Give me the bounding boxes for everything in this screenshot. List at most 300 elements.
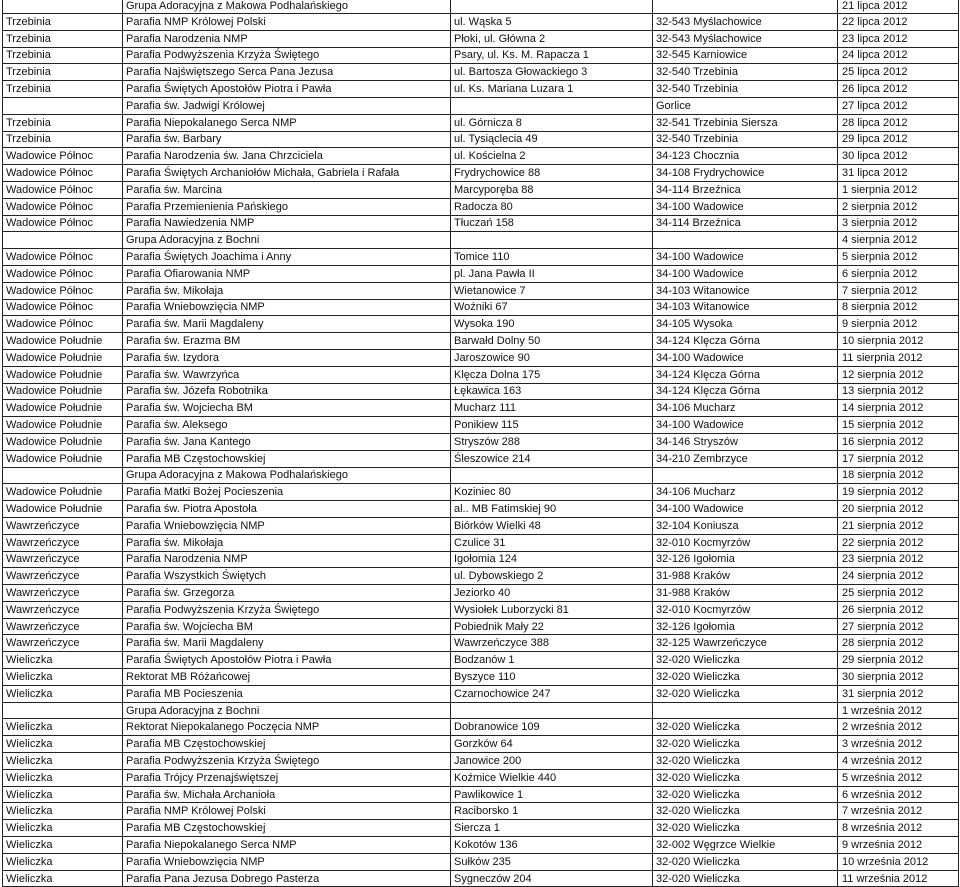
table-row — [3, 383, 959, 400]
postal-cell: 34-100 Wadowice — [653, 249, 838, 266]
date-cell: 28 lipca 2012 — [838, 114, 959, 131]
deanery-cell: Trzebinia — [3, 64, 123, 81]
table-row — [3, 299, 959, 316]
address-cell: Byszyce 110 — [451, 669, 653, 686]
address-cell: Stryszów 288 — [451, 433, 653, 450]
table-row — [3, 837, 959, 854]
deanery-cell: Wieliczka — [3, 669, 123, 686]
deanery-cell — [3, 97, 123, 114]
date-cell: 21 sierpnia 2012 — [838, 517, 959, 534]
deanery-cell: Wieliczka — [3, 837, 123, 854]
address-cell: ul. Dybowskiego 2 — [451, 568, 653, 585]
deanery-cell: Wadowice Północ — [3, 181, 123, 198]
date-cell: 11 września 2012 — [838, 870, 959, 887]
table-row — [3, 753, 959, 770]
table-row — [3, 450, 959, 467]
address-cell — [451, 97, 653, 114]
table-row — [3, 635, 959, 652]
parish-cell: Parafia św. Aleksego — [123, 417, 451, 434]
table-row — [3, 517, 959, 534]
table-row — [3, 820, 959, 837]
address-cell: al.. MB Fatimskiej 90 — [451, 501, 653, 518]
parish-cell: Parafia Trójcy Przenajświętszej — [123, 769, 451, 786]
date-cell: 5 września 2012 — [838, 769, 959, 786]
date-cell: 19 sierpnia 2012 — [838, 484, 959, 501]
address-cell: Psary, ul. Ks. M. Rapacza 1 — [451, 47, 653, 64]
address-cell: Gorzków 64 — [451, 736, 653, 753]
parish-cell: Parafia Pana Jezusa Dobrego Pasterza — [123, 870, 451, 887]
postal-cell: 32-545 Karniowice — [653, 47, 838, 64]
address-cell: Wietanowice 7 — [451, 282, 653, 299]
address-cell: Czarnochowice 247 — [451, 685, 653, 702]
table-row — [3, 349, 959, 366]
date-cell: 8 września 2012 — [838, 820, 959, 837]
address-cell: Jaroszowice 90 — [451, 349, 653, 366]
table-row — [3, 131, 959, 148]
parish-cell: Parafia NMP Królowej Polski — [123, 803, 451, 820]
date-cell: 16 sierpnia 2012 — [838, 433, 959, 450]
address-cell: Płoki, ul. Główna 2 — [451, 30, 653, 47]
parish-cell: Parafia Podwyższenia Krzyża Świętego — [123, 47, 451, 64]
parish-cell: Parafia Świętych Joachima i Anny — [123, 249, 451, 266]
schedule-table-body — [3, 0, 959, 887]
deanery-cell: Wieliczka — [3, 736, 123, 753]
parish-cell: Parafia MB Pocieszenia — [123, 685, 451, 702]
parish-cell: Parafia Świętych Archaniołów Michała, Gabriela i Rafała — [123, 165, 451, 182]
parish-cell: Parafia św. Jana Kantego — [123, 433, 451, 450]
date-cell: 26 lipca 2012 — [838, 81, 959, 98]
table-row — [3, 467, 959, 484]
date-cell: 30 sierpnia 2012 — [838, 669, 959, 686]
deanery-cell: Wieliczka — [3, 803, 123, 820]
postal-cell: 34-105 Wysoka — [653, 316, 838, 333]
address-cell: Dobranowice 109 — [451, 719, 653, 736]
parish-cell: Parafia św. Michała Archanioła — [123, 786, 451, 803]
date-cell: 3 sierpnia 2012 — [838, 215, 959, 232]
parish-cell: Parafia Niepokalanego Serca NMP — [123, 114, 451, 131]
postal-cell: 32-541 Trzebinia Siersza — [653, 114, 838, 131]
parish-cell: Parafia Świętych Apostołów Piotra i Pawła — [123, 81, 451, 98]
table-row — [3, 47, 959, 64]
deanery-cell: Wadowice Południe — [3, 400, 123, 417]
parish-cell: Parafia św. Mikołaja — [123, 534, 451, 551]
table-row — [3, 484, 959, 501]
deanery-cell: Wadowice Północ — [3, 316, 123, 333]
table-row — [3, 736, 959, 753]
postal-cell: 31-988 Kraków — [653, 568, 838, 585]
date-cell: 4 sierpnia 2012 — [838, 232, 959, 249]
address-cell — [451, 467, 653, 484]
table-row — [3, 417, 959, 434]
address-cell: Ponikiew 115 — [451, 417, 653, 434]
deanery-cell: Wawrzeńczyce — [3, 568, 123, 585]
parish-cell: Parafia Nawiedzenia NMP — [123, 215, 451, 232]
table-row — [3, 568, 959, 585]
postal-cell: 32-010 Kocmyrzów — [653, 601, 838, 618]
table-row — [3, 433, 959, 450]
address-cell: ul. Górnicza 8 — [451, 114, 653, 131]
table-row — [3, 669, 959, 686]
postal-cell: 32-126 Igołomia — [653, 618, 838, 635]
address-cell: Igołomia 124 — [451, 551, 653, 568]
deanery-cell: Wadowice Południe — [3, 366, 123, 383]
parish-cell: Parafia św. Wojciecha BM — [123, 400, 451, 417]
date-cell: 29 lipca 2012 — [838, 131, 959, 148]
parish-cell: Parafia Narodzenia św. Jana Chrzciciela — [123, 148, 451, 165]
address-cell: Łękawica 163 — [451, 383, 653, 400]
postal-cell: 32-540 Trzebinia — [653, 131, 838, 148]
postal-cell: 32-020 Wieliczka — [653, 719, 838, 736]
date-cell: 17 sierpnia 2012 — [838, 450, 959, 467]
deanery-cell: Wieliczka — [3, 685, 123, 702]
parish-cell: Parafia MB Częstochowskiej — [123, 820, 451, 837]
address-cell: Tomice 110 — [451, 249, 653, 266]
table-row — [3, 148, 959, 165]
postal-cell: 32-020 Wieliczka — [653, 685, 838, 702]
postal-cell: Gorlice — [653, 97, 838, 114]
postal-cell — [653, 702, 838, 719]
postal-cell: 32-540 Trzebinia — [653, 81, 838, 98]
deanery-cell: Wadowice Południe — [3, 433, 123, 450]
deanery-cell: Wadowice Północ — [3, 148, 123, 165]
address-cell: Bodzanów 1 — [451, 652, 653, 669]
date-cell: 6 września 2012 — [838, 786, 959, 803]
deanery-cell: Wieliczka — [3, 786, 123, 803]
postal-cell: 32-020 Wieliczka — [653, 669, 838, 686]
table-row — [3, 282, 959, 299]
address-cell: Pawlikowice 1 — [451, 786, 653, 803]
parish-cell: Parafia św. Marcina — [123, 181, 451, 198]
date-cell: 24 lipca 2012 — [838, 47, 959, 64]
table-row — [3, 769, 959, 786]
postal-cell: 34-103 Witanowice — [653, 299, 838, 316]
address-cell: ul. Kościelna 2 — [451, 148, 653, 165]
deanery-cell: Wawrzeńczyce — [3, 601, 123, 618]
date-cell: 9 września 2012 — [838, 837, 959, 854]
postal-cell: 32-543 Myślachowice — [653, 30, 838, 47]
postal-cell: 34-114 Brzeźnica — [653, 215, 838, 232]
deanery-cell: Trzebinia — [3, 14, 123, 31]
address-cell: Czulice 31 — [451, 534, 653, 551]
deanery-cell: Trzebinia — [3, 47, 123, 64]
deanery-cell: Wawrzeńczyce — [3, 585, 123, 602]
date-cell: 3 września 2012 — [838, 736, 959, 753]
postal-cell: 34-114 Brzeźnica — [653, 181, 838, 198]
postal-cell: 34-146 Stryszów — [653, 433, 838, 450]
address-cell: ul. Ks. Mariana Luzara 1 — [451, 81, 653, 98]
deanery-cell: Wadowice Północ — [3, 299, 123, 316]
table-row — [3, 585, 959, 602]
deanery-cell: Wawrzeńczyce — [3, 635, 123, 652]
postal-cell: 32-010 Kocmyrzów — [653, 534, 838, 551]
postal-cell: 34-210 Zembrzyce — [653, 450, 838, 467]
date-cell: 25 sierpnia 2012 — [838, 585, 959, 602]
address-cell: Wysoka 190 — [451, 316, 653, 333]
deanery-cell: Wawrzeńczyce — [3, 534, 123, 551]
parish-cell: Parafia św. Wawrzyńca — [123, 366, 451, 383]
address-cell: Marcyporęba 88 — [451, 181, 653, 198]
parish-cell: Parafia NMP Królowej Polski — [123, 14, 451, 31]
address-cell: Klęcza Dolna 175 — [451, 366, 653, 383]
table-row — [3, 685, 959, 702]
postal-cell: 32-020 Wieliczka — [653, 769, 838, 786]
postal-cell: 34-124 Klęcza Górna — [653, 333, 838, 350]
postal-cell: 32-020 Wieliczka — [653, 786, 838, 803]
address-cell: Jeziorko 40 — [451, 585, 653, 602]
date-cell: 23 lipca 2012 — [838, 30, 959, 47]
address-cell: Wawrzeńczyce 388 — [451, 635, 653, 652]
address-cell: Frydrychowice 88 — [451, 165, 653, 182]
postal-cell: 32-540 Trzebinia — [653, 64, 838, 81]
table-row — [3, 786, 959, 803]
postal-cell: 32-543 Myślachowice — [653, 14, 838, 31]
postal-cell: 32-020 Wieliczka — [653, 820, 838, 837]
postal-cell — [653, 467, 838, 484]
address-cell: Pobiednik Mały 22 — [451, 618, 653, 635]
date-cell: 10 sierpnia 2012 — [838, 333, 959, 350]
schedule-table — [2, 0, 959, 887]
address-cell: Koźmice Wielkie 440 — [451, 769, 653, 786]
postal-cell: 34-100 Wadowice — [653, 349, 838, 366]
deanery-cell: Wadowice Północ — [3, 198, 123, 215]
date-cell: 12 sierpnia 2012 — [838, 366, 959, 383]
table-row — [3, 232, 959, 249]
parish-cell: Parafia św. Izydora — [123, 349, 451, 366]
parish-cell: Parafia św. Jadwigi Królowej — [123, 97, 451, 114]
date-cell: 22 lipca 2012 — [838, 14, 959, 31]
date-cell: 2 września 2012 — [838, 719, 959, 736]
parish-cell: Parafia Podwyższenia Krzyża Świętego — [123, 753, 451, 770]
date-cell: 31 lipca 2012 — [838, 165, 959, 182]
postal-cell: 32-020 Wieliczka — [653, 803, 838, 820]
parish-cell: Parafia św. Barbary — [123, 131, 451, 148]
address-cell: Siercza 1 — [451, 820, 653, 837]
table-row — [3, 400, 959, 417]
deanery-cell: Wadowice Południe — [3, 501, 123, 518]
date-cell: 26 sierpnia 2012 — [838, 601, 959, 618]
deanery-cell: Wadowice Północ — [3, 215, 123, 232]
parish-cell: Parafia św. Piotra Apostoła — [123, 501, 451, 518]
parish-cell: Parafia Wniebowzięcia NMP — [123, 853, 451, 870]
address-cell: Mucharz 111 — [451, 400, 653, 417]
address-cell: ul. Tysiąclecia 49 — [451, 131, 653, 148]
deanery-cell: Wadowice Północ — [3, 165, 123, 182]
postal-cell: 34-123 Chocznia — [653, 148, 838, 165]
date-cell: 20 sierpnia 2012 — [838, 501, 959, 518]
date-cell: 13 sierpnia 2012 — [838, 383, 959, 400]
parish-cell: Parafia MB Częstochowskiej — [123, 736, 451, 753]
deanery-cell: Wawrzeńczyce — [3, 618, 123, 635]
date-cell: 24 sierpnia 2012 — [838, 568, 959, 585]
date-cell: 29 sierpnia 2012 — [838, 652, 959, 669]
table-row — [3, 14, 959, 31]
parish-cell: Parafia MB Częstochowskiej — [123, 450, 451, 467]
postal-cell: 32-126 Igołomia — [653, 551, 838, 568]
parish-cell: Grupa Adoracyjna z Bochni — [123, 232, 451, 249]
postal-cell: 34-124 Klęcza Górna — [653, 383, 838, 400]
parish-cell: Parafia Wniebowzięcia NMP — [123, 517, 451, 534]
deanery-cell — [3, 0, 123, 14]
date-cell: 11 sierpnia 2012 — [838, 349, 959, 366]
address-cell — [451, 702, 653, 719]
parish-cell: Parafia Najświętszego Serca Pana Jezusa — [123, 64, 451, 81]
table-row — [3, 265, 959, 282]
address-cell: Sułków 235 — [451, 853, 653, 870]
postal-cell: 32-104 Koniusza — [653, 517, 838, 534]
deanery-cell — [3, 467, 123, 484]
parish-cell: Rektorat Niepokalanego Poczęcia NMP — [123, 719, 451, 736]
postal-cell: 32-020 Wieliczka — [653, 870, 838, 887]
postal-cell — [653, 0, 838, 14]
table-row — [3, 366, 959, 383]
postal-cell: 32-020 Wieliczka — [653, 853, 838, 870]
deanery-cell: Wieliczka — [3, 719, 123, 736]
date-cell: 27 lipca 2012 — [838, 97, 959, 114]
table-row — [3, 333, 959, 350]
date-cell: 22 sierpnia 2012 — [838, 534, 959, 551]
postal-cell: 34-100 Wadowice — [653, 265, 838, 282]
address-cell: Sygneczów 204 — [451, 870, 653, 887]
postal-cell: 34-100 Wadowice — [653, 501, 838, 518]
table-row — [3, 551, 959, 568]
address-cell — [451, 232, 653, 249]
address-cell: Woźniki 67 — [451, 299, 653, 316]
address-cell: Radocza 80 — [451, 198, 653, 215]
deanery-cell: Wadowice Północ — [3, 282, 123, 299]
deanery-cell: Trzebinia — [3, 30, 123, 47]
parish-cell: Parafia Świętych Apostołów Piotra i Pawła — [123, 652, 451, 669]
table-row — [3, 316, 959, 333]
deanery-cell: Wadowice Południe — [3, 383, 123, 400]
parish-cell: Parafia św. Mikołaja — [123, 282, 451, 299]
table-row — [3, 30, 959, 47]
postal-cell: 34-100 Wadowice — [653, 417, 838, 434]
table-row — [3, 165, 959, 182]
table-row — [3, 114, 959, 131]
table-row — [3, 534, 959, 551]
deanery-cell — [3, 702, 123, 719]
table-row — [3, 81, 959, 98]
address-cell: Biórków Wielki 48 — [451, 517, 653, 534]
parish-cell: Parafia św. Marii Magdaleny — [123, 635, 451, 652]
table-row — [3, 702, 959, 719]
date-cell: 21 lipca 2012 — [838, 0, 959, 14]
date-cell: 14 sierpnia 2012 — [838, 400, 959, 417]
address-cell: Tłuczań 158 — [451, 215, 653, 232]
deanery-cell: Wadowice Południe — [3, 484, 123, 501]
deanery-cell: Wieliczka — [3, 769, 123, 786]
table-row — [3, 803, 959, 820]
date-cell: 27 sierpnia 2012 — [838, 618, 959, 635]
deanery-cell — [3, 232, 123, 249]
postal-cell: 32-002 Węgrzce Wielkie — [653, 837, 838, 854]
date-cell: 6 sierpnia 2012 — [838, 265, 959, 282]
postal-cell: 34-100 Wadowice — [653, 198, 838, 215]
deanery-cell: Wieliczka — [3, 853, 123, 870]
address-cell: Śleszowice 214 — [451, 450, 653, 467]
date-cell: 7 września 2012 — [838, 803, 959, 820]
date-cell: 1 sierpnia 2012 — [838, 181, 959, 198]
parish-cell: Rektorat MB Różańcowej — [123, 669, 451, 686]
date-cell: 4 września 2012 — [838, 753, 959, 770]
date-cell: 5 sierpnia 2012 — [838, 249, 959, 266]
parish-cell: Parafia Wniebowzięcia NMP — [123, 299, 451, 316]
deanery-cell: Trzebinia — [3, 114, 123, 131]
address-cell: ul. Bartosza Głowackiego 3 — [451, 64, 653, 81]
postal-cell: 32-125 Wawrzeńczyce — [653, 635, 838, 652]
parish-cell: Parafia św. Erazma BM — [123, 333, 451, 350]
parish-cell: Parafia Przemienienia Pańskiego — [123, 198, 451, 215]
date-cell: 30 lipca 2012 — [838, 148, 959, 165]
postal-cell: 32-020 Wieliczka — [653, 753, 838, 770]
date-cell: 28 sierpnia 2012 — [838, 635, 959, 652]
deanery-cell: Wieliczka — [3, 753, 123, 770]
postal-cell — [653, 232, 838, 249]
postal-cell: 32-020 Wieliczka — [653, 652, 838, 669]
parish-cell: Parafia św. Wojciecha BM — [123, 618, 451, 635]
parish-cell: Grupa Adoracyjna z Bochni — [123, 702, 451, 719]
address-cell: Janowice 200 — [451, 753, 653, 770]
deanery-cell: Wadowice Północ — [3, 265, 123, 282]
date-cell: 8 sierpnia 2012 — [838, 299, 959, 316]
parish-cell: Parafia Matki Bożej Pocieszenia — [123, 484, 451, 501]
deanery-cell: Wieliczka — [3, 820, 123, 837]
deanery-cell: Wadowice Południe — [3, 417, 123, 434]
date-cell: 2 sierpnia 2012 — [838, 198, 959, 215]
table-row — [3, 719, 959, 736]
table-row — [3, 215, 959, 232]
table-row — [3, 97, 959, 114]
parish-cell: Parafia Narodzenia NMP — [123, 551, 451, 568]
parish-cell: Parafia Ofiarowania NMP — [123, 265, 451, 282]
address-cell: ul. Wąska 5 — [451, 14, 653, 31]
parish-cell: Parafia św. Józefa Robotnika — [123, 383, 451, 400]
parish-cell: Parafia Wszystkich Świętych — [123, 568, 451, 585]
date-cell: 25 lipca 2012 — [838, 64, 959, 81]
address-cell: Raciborsko 1 — [451, 803, 653, 820]
deanery-cell: Wawrzeńczyce — [3, 551, 123, 568]
table-row — [3, 652, 959, 669]
table-row — [3, 64, 959, 81]
table-row — [3, 501, 959, 518]
postal-cell: 34-106 Mucharz — [653, 400, 838, 417]
date-cell: 18 sierpnia 2012 — [838, 467, 959, 484]
table-row — [3, 249, 959, 266]
date-cell: 10 września 2012 — [838, 853, 959, 870]
postal-cell: 31-988 Kraków — [653, 585, 838, 602]
date-cell: 1 września 2012 — [838, 702, 959, 719]
address-cell: pl. Jana Pawła II — [451, 265, 653, 282]
date-cell: 23 sierpnia 2012 — [838, 551, 959, 568]
deanery-cell: Trzebinia — [3, 81, 123, 98]
table-row — [3, 870, 959, 887]
parish-cell: Parafia św. Marii Magdaleny — [123, 316, 451, 333]
postal-cell: 34-124 Klęcza Górna — [653, 366, 838, 383]
deanery-cell: Wadowice Południe — [3, 450, 123, 467]
parish-cell: Parafia św. Grzegorza — [123, 585, 451, 602]
date-cell: 15 sierpnia 2012 — [838, 417, 959, 434]
table-row — [3, 618, 959, 635]
deanery-cell: Wieliczka — [3, 870, 123, 887]
date-cell: 31 sierpnia 2012 — [838, 685, 959, 702]
deanery-cell: Wieliczka — [3, 652, 123, 669]
deanery-cell: Wadowice Południe — [3, 349, 123, 366]
date-cell: 7 sierpnia 2012 — [838, 282, 959, 299]
parish-cell: Grupa Adoracyjna z Makowa Podhalańskiego — [123, 467, 451, 484]
table-row — [3, 0, 959, 14]
parish-cell: Parafia Narodzenia NMP — [123, 30, 451, 47]
address-cell: Barwałd Dolny 50 — [451, 333, 653, 350]
